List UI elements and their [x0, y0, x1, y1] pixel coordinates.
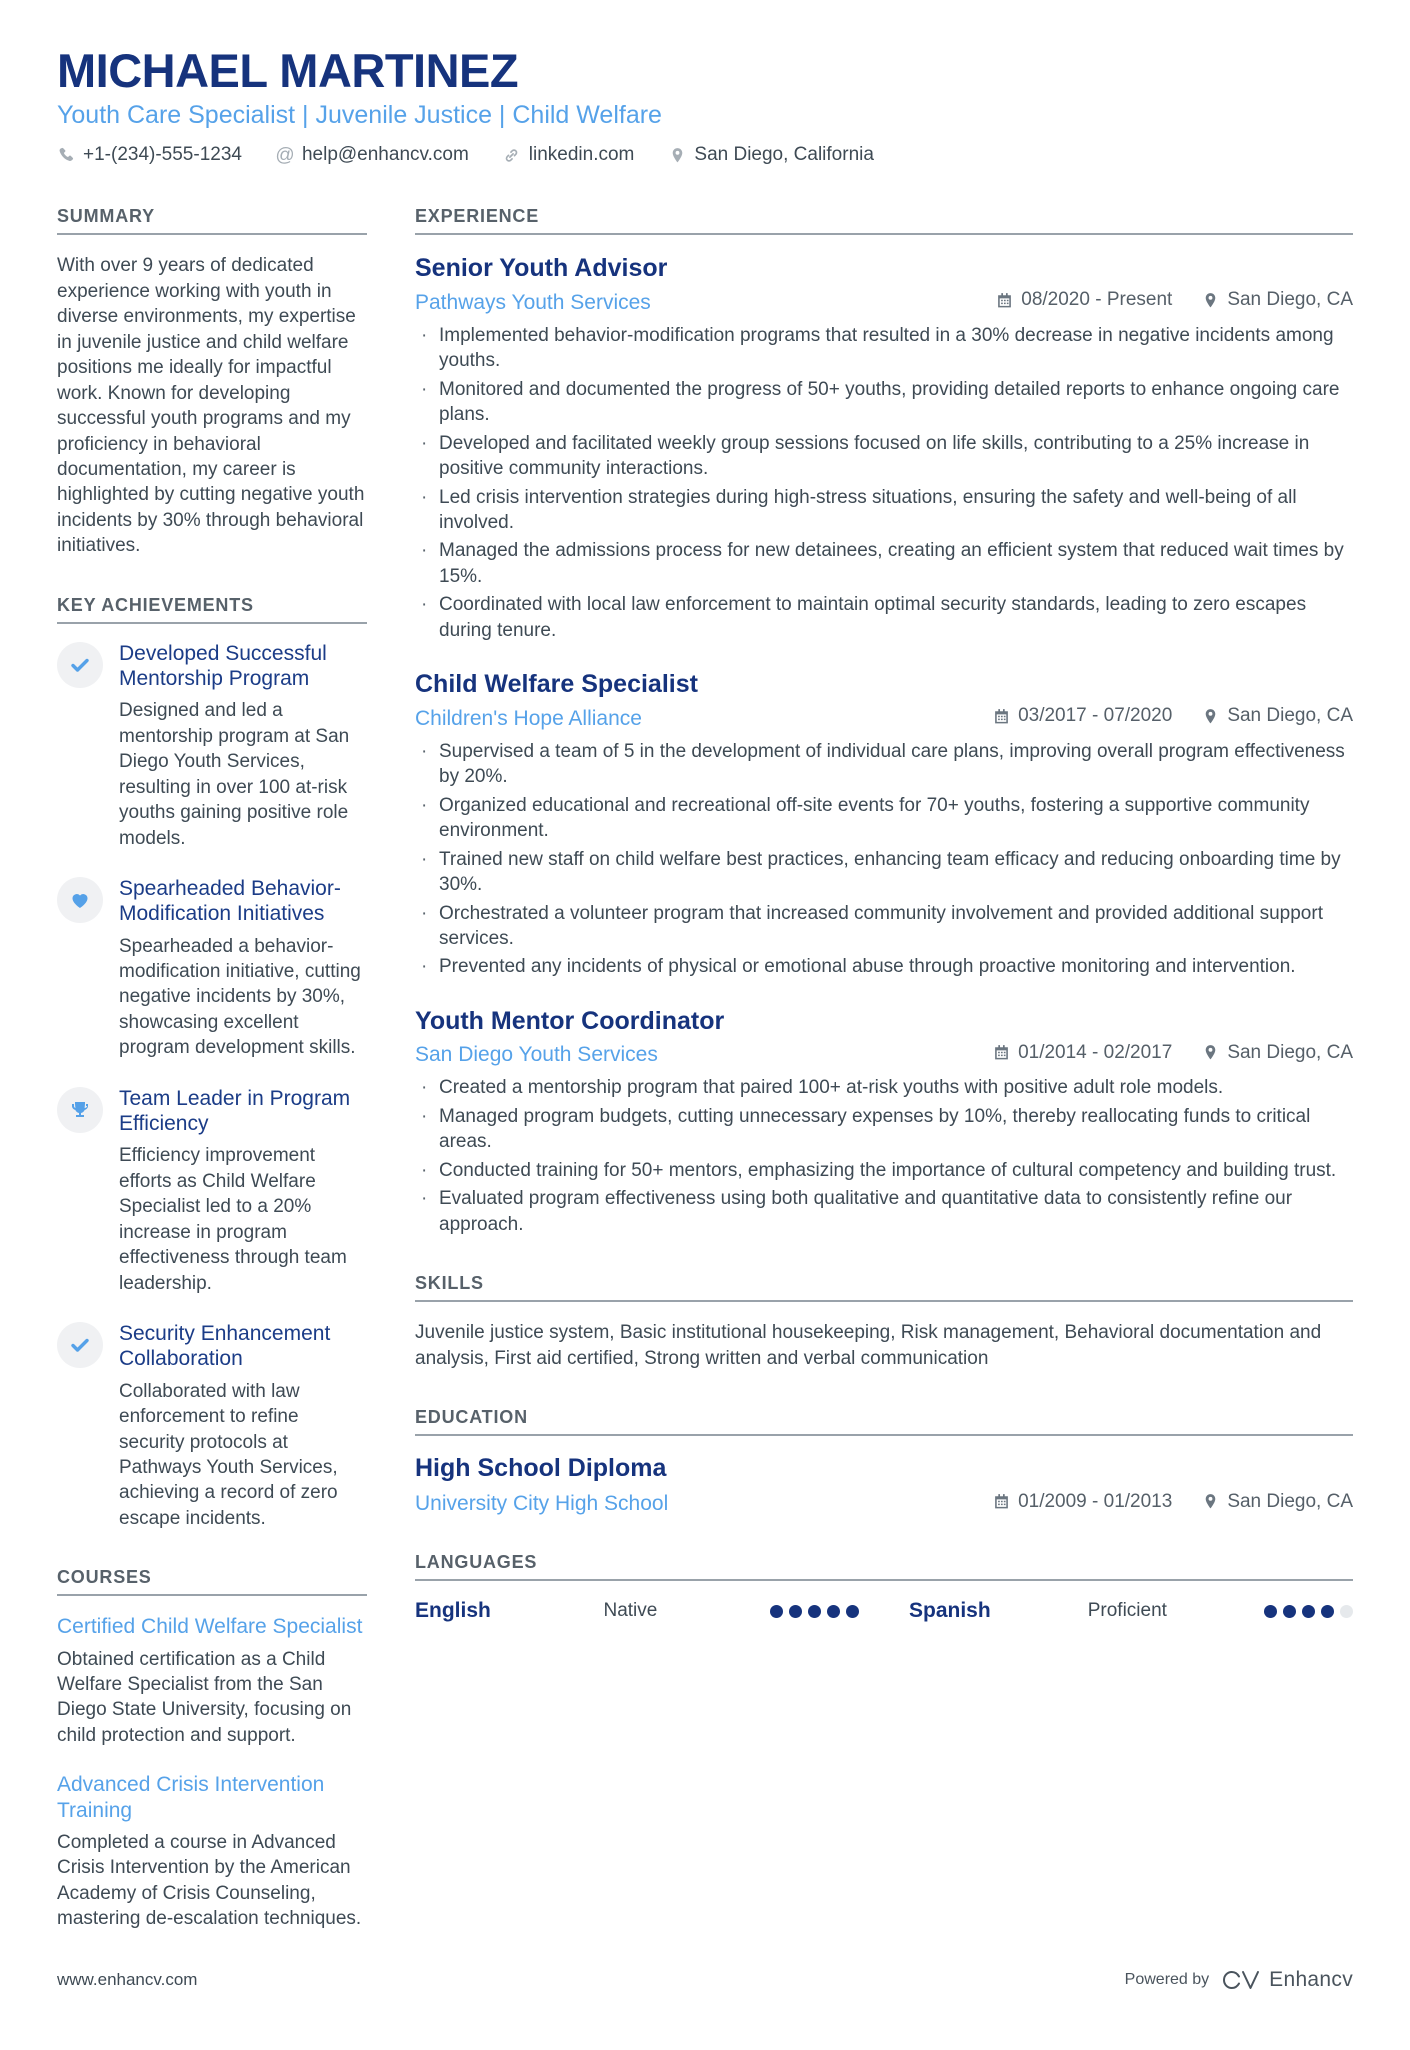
summary-text: With over 9 years of dedicated experience working with youth in diverse environments, my expertise in juvenile justice and child welfare positions me ideally for impactful work. Known for developing successful youth programs and my proficiency in behavioral documentation, my career is highlighted by cutting negative youth incidents by 30% through behavioral initiatives. [57, 255, 365, 557]
language-level: Native [603, 1600, 658, 1622]
job-location: San Diego, CA [1202, 289, 1353, 311]
calendar-icon [993, 1044, 1010, 1061]
job-bullet: · Organized educational and recreational off-site events for 70+ youths, fostering a supportive community environment. [415, 793, 1353, 844]
education-dates: 01/2009 - 01/2013 [993, 1491, 1172, 1513]
skills-text: Juvenile justice system, Basic institutional housekeeping, Risk management, Behavioral documentation and analysis, First aid certified, Strong written and verbal communication [415, 1322, 1322, 1369]
education-entry [415, 1454, 1353, 1517]
course-item [57, 1772, 367, 1931]
achievement-item [57, 1322, 367, 1531]
contact-location [668, 144, 874, 166]
job-company: Pathways Youth Services [415, 290, 651, 314]
job-entry [415, 669, 1353, 980]
right-column [415, 206, 1353, 1659]
job-title: Child Welfare Specialist [415, 670, 698, 699]
achievement-title: Team Leader in Program Efficiency [119, 1086, 351, 1135]
education-school: University City High School [415, 1492, 669, 1516]
location-icon [1202, 1044, 1219, 1061]
summary-section [57, 206, 367, 558]
calendar-icon [993, 708, 1010, 725]
job-company: San Diego Youth Services [415, 1043, 658, 1067]
job-company: Children's Hope Alliance [415, 706, 642, 730]
language-level: Proficient [1087, 1600, 1167, 1622]
location-icon [1202, 708, 1219, 725]
job-bullet: · Implemented behavior-modification programs that resulted in a 30% decrease in negative incidents among youths. [415, 323, 1353, 374]
location-icon [1202, 1493, 1219, 1510]
languages-row [415, 1599, 1353, 1623]
job-bullets [415, 739, 1353, 980]
calendar-icon [993, 1493, 1010, 1510]
job-entry [415, 253, 1353, 643]
check-icon [57, 642, 103, 688]
achievement-item [57, 1087, 367, 1296]
achievement-text: Collaborated with law enforcement to refine security protocols at Pathways Youth Services, achieving a record of zero escape incidents. [119, 1380, 338, 1529]
job-title: Youth Mentor Coordinator [415, 1006, 725, 1035]
job-bullet: · Developed and facilitated weekly group sessions focused on life skills, contributing to a 25% increase in positive community interactions. [415, 431, 1353, 482]
left-column [57, 206, 367, 1967]
location-icon [1202, 292, 1219, 309]
achievement-text: Designed and led a mentorship program at San Diego Youth Services, resulting in over 100 at-risk youths gaining positive role models. [119, 700, 350, 849]
job-dates: 01/2014 - 02/2017 [993, 1042, 1172, 1064]
contact-phone-text: +1-(234)-555-1234 [83, 144, 242, 166]
columns [57, 206, 1353, 1967]
key-achievements-section [57, 595, 367, 1532]
job-bullet: · Managed program budgets, cutting unnecessary expenses by 10%, thereby reallocating funds to critical areas. [415, 1104, 1353, 1155]
footer-site-link[interactable]: www.enhancv.com [57, 1969, 198, 1989]
job-bullet: · Conducted training for 50+ mentors, emphasizing the importance of cultural competency and building trust. [415, 1158, 1353, 1183]
powered-by-label: Powered by [1124, 1970, 1210, 1988]
job-bullet: · Orchestrated a volunteer program that increased community involvement and provided additional support services. [415, 901, 1353, 952]
education-section [415, 1407, 1353, 1517]
contact-email-text: help@enhancv.com [301, 144, 469, 166]
job-title: Senior Youth Advisor [415, 254, 668, 283]
achievement-text: Spearheaded a behavior-modification initiative, cutting negative incidents by 30%, showcasing excellent program development skills. [119, 935, 361, 1059]
contact-linkedin[interactable] [503, 144, 635, 166]
courses-heading: COURSES [57, 1567, 367, 1596]
job-location: San Diego, CA [1202, 705, 1353, 727]
job-entry [415, 1006, 1353, 1237]
at-icon: @ [275, 144, 295, 166]
job-bullet: · Supervised a team of 5 in the development of individual care plans, improving overall program effectiveness by 20%. [415, 739, 1353, 790]
education-location: San Diego, CA [1202, 1491, 1353, 1513]
job-bullet: · Monitored and documented the progress of 50+ youths, providing detailed reports to enhance ongoing care plans. [415, 377, 1353, 428]
languages-section [415, 1552, 1353, 1623]
phone-icon [57, 146, 75, 164]
location-icon [668, 146, 686, 164]
resume-header [57, 46, 1353, 166]
job-bullet: · Trained new staff on child welfare best practices, enhancing team efficacy and reducing onboarding time by 30%. [415, 847, 1353, 898]
languages-heading: LANGUAGES [415, 1552, 1353, 1581]
contact-row [57, 144, 1353, 166]
enhancv-logo-icon [1221, 1968, 1261, 1992]
check-icon [57, 1322, 103, 1368]
education-heading: EDUCATION [415, 1407, 1353, 1436]
language-proficiency-dots [1264, 1605, 1353, 1618]
person-headline: Youth Care Specialist | Juvenile Justice | Child Welfare [57, 101, 662, 130]
job-bullet: · Managed the admissions process for new detainees, creating an efficient system that reduced wait times by 15%. [415, 538, 1353, 589]
achievement-text: Efficiency improvement efforts as Child Welfare Specialist led to a 20% increase in program effectiveness through team leadership. [119, 1145, 347, 1294]
contact-phone[interactable] [57, 144, 242, 166]
summary-heading: SUMMARY [57, 206, 367, 235]
achievement-title: Security Enhancement Collaboration [119, 1322, 331, 1370]
job-location: San Diego, CA [1202, 1042, 1353, 1064]
language-item [415, 1599, 859, 1623]
enhancv-logo-text: Enhancv [1269, 1967, 1353, 1991]
language-name: English [415, 1599, 491, 1623]
heart-icon [57, 877, 103, 923]
key-achievements-heading: KEY ACHIEVEMENTS [57, 595, 367, 624]
achievement-title: Developed Successful Mentorship Program [119, 641, 327, 690]
person-name: MICHAEL MARTINEZ [57, 44, 519, 97]
contact-linkedin-text: linkedin.com [528, 144, 635, 166]
courses-section [57, 1567, 367, 1931]
enhancv-logo[interactable] [1221, 1968, 1353, 1992]
course-title: Advanced Crisis Intervention Training [57, 1773, 325, 1822]
job-bullet: · Coordinated with local law enforcement to maintain optimal security standards, leading to zero escapes during tenure. [415, 592, 1353, 643]
job-bullet: · Led crisis intervention strategies during high-stress situations, ensuring the safety and well-being of all involved. [415, 485, 1353, 536]
language-name: Spanish [909, 1599, 991, 1623]
contact-email[interactable] [276, 144, 469, 166]
achievement-title: Spearheaded Behavior-Modification Initiatives [119, 877, 341, 925]
achievement-item [57, 877, 367, 1061]
job-bullet: · Created a mentorship program that paired 100+ at-risk youths with positive adult role models. [415, 1075, 1353, 1100]
job-dates: 08/2020 - Present [996, 289, 1172, 311]
job-bullet: · Prevented any incidents of physical or emotional abuse through proactive monitoring and intervention. [415, 954, 1353, 979]
contact-location-text: San Diego, California [694, 144, 874, 166]
calendar-icon [996, 292, 1013, 309]
job-dates: 03/2017 - 07/2020 [993, 705, 1172, 727]
language-proficiency-dots [770, 1605, 859, 1618]
page-footer [0, 1968, 1410, 2050]
language-item [909, 1599, 1353, 1623]
job-bullet: · Evaluated program effectiveness using both qualitative and quantitative data to consistently refine our approach. [415, 1186, 1353, 1237]
trophy-icon [57, 1087, 103, 1133]
course-title: Certified Child Welfare Specialist [57, 1615, 363, 1639]
experience-heading: EXPERIENCE [415, 206, 1353, 235]
experience-section [415, 206, 1353, 1237]
link-icon [503, 146, 521, 164]
course-text: Obtained certification as a Child Welfare Specialist from the San Diego State University, focusing on child protection and support. [57, 1648, 352, 1746]
course-text: Completed a course in Advanced Crisis Intervention by the American Academy of Crisis Counseling, mastering de-escalation techniques. [57, 1831, 362, 1930]
skills-heading: SKILLS [415, 1273, 1353, 1302]
course-item [57, 1614, 367, 1748]
skills-section [415, 1273, 1353, 1371]
education-degree: High School Diploma [415, 1453, 667, 1482]
job-bullets [415, 323, 1353, 643]
achievement-item [57, 642, 367, 851]
job-bullets [415, 1075, 1353, 1237]
